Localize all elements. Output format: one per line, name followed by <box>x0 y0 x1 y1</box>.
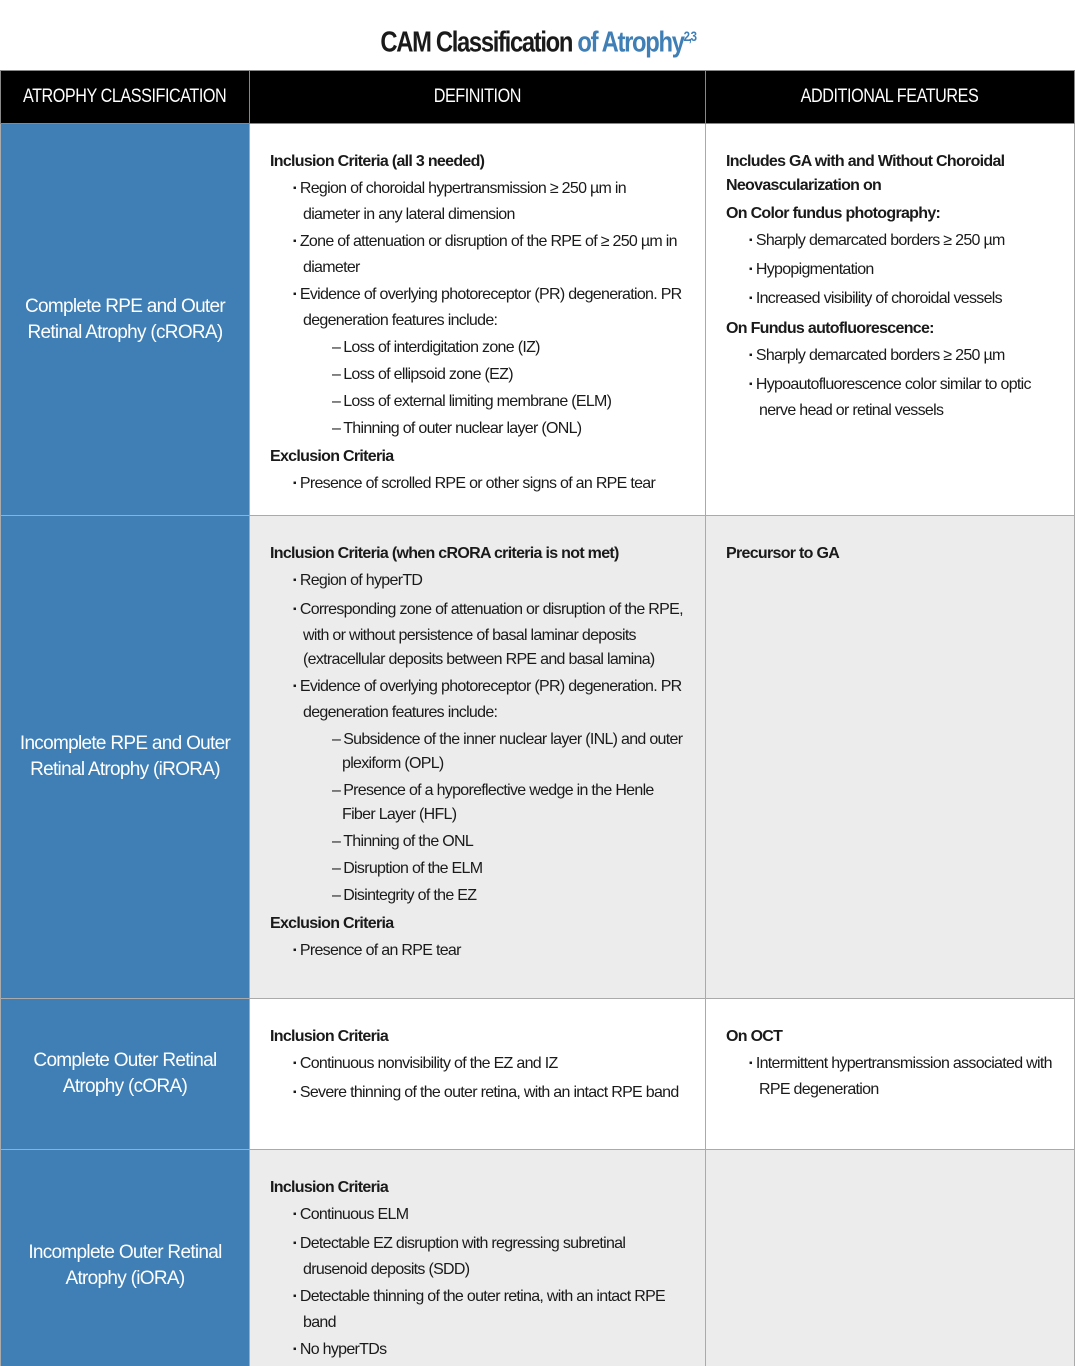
section-heading: On Fundus autofluorescence: <box>726 320 934 337</box>
sub-item: – Thinning of the ONL <box>270 830 685 854</box>
classification-cell: Incomplete RPE and Outer Retinal Atrophy (iRORA) <box>1 516 250 999</box>
classification-cell: Complete Outer Retinal Atrophy (cORA) <box>1 999 250 1150</box>
features-cell <box>706 999 1075 1150</box>
table-header-row <box>1 71 1075 124</box>
header-features: ADDITIONAL FEATURES <box>706 71 1075 124</box>
bullet-item: ▪ Corresponding zone of attenuation or disruption of the RPE, with or without persistence of basal laminar deposits (extracellular deposits between RPE and basal lamina) <box>270 598 685 672</box>
header-definition: DEFINITION <box>250 71 706 124</box>
classification-cell: Incomplete Outer Retinal Atrophy (iORA) <box>1 1150 250 1366</box>
features-cell <box>706 1150 1075 1366</box>
definition-cell <box>250 999 706 1150</box>
section-heading: Inclusion Criteria (when cRORA criteria is not met) <box>270 545 619 562</box>
header-classification: ATROPHY CLASSIFICATION <box>1 71 250 124</box>
section-heading: Inclusion Criteria <box>270 1028 389 1045</box>
sub-item: – Loss of ellipsoid zone (EZ) <box>270 363 685 387</box>
bullet-item: ▪ Region of hyperTD <box>270 569 685 595</box>
sub-item: – Loss of interdigitation zone (IZ) <box>270 336 685 360</box>
features-cell <box>706 124 1075 516</box>
definition-cell <box>250 516 706 999</box>
sub-item: – Disintegrity of the EZ <box>270 884 685 908</box>
title-accent: of Atrophy <box>577 26 684 59</box>
definition-cell <box>250 124 706 516</box>
bullet-item: ▪ Severe thinning of the outer retina, with an intact RPE band <box>270 1081 685 1107</box>
sub-item: – Disruption of the ELM <box>270 857 685 881</box>
section-heading: Exclusion Criteria <box>270 448 394 465</box>
bullet-item: ▪ Continuous nonvisibility of the EZ and IZ <box>270 1052 685 1078</box>
classification-cell: Complete RPE and Outer Retinal Atrophy (cRORA) <box>1 124 250 516</box>
table-row <box>1 124 1075 516</box>
sub-item: – Presence of a hyporeflective wedge in the Henle Fiber Layer (HFL) <box>270 779 685 827</box>
table-row <box>1 1150 1075 1366</box>
section-heading: On Color fundus photography: <box>726 205 941 222</box>
sub-item: – Thinning of outer nuclear layer (ONL) <box>270 417 685 441</box>
section-heading: Inclusion Criteria (all 3 needed) <box>270 153 485 170</box>
title-citation: 2,3 <box>683 28 696 44</box>
bullet-item: ▪ No hyperTDs <box>270 1338 685 1364</box>
features-cell <box>706 516 1075 999</box>
bullet-item: ▪ Presence of an RPE tear <box>270 939 685 965</box>
bullet-item: ▪ Sharply demarcated borders ≥ 250 µm <box>726 344 1054 370</box>
section-heading: Exclusion Criteria <box>270 915 394 932</box>
section-heading: Precursor to GA <box>726 545 840 562</box>
bullet-item: ▪ Sharply demarcated borders ≥ 250 µm <box>726 229 1054 255</box>
page-title <box>97 0 979 70</box>
bullet-item: ▪ Detectable thinning of the outer retina, with an intact RPE band <box>270 1285 685 1335</box>
bullet-item: ▪ Increased visibility of choroidal vessels <box>726 287 1054 313</box>
bullet-item: ▪ Presence of scrolled RPE or other signs of an RPE tear <box>270 472 685 498</box>
bullet-item: ▪ Evidence of overlying photoreceptor (PR) degeneration. PR degeneration features include: <box>270 283 685 333</box>
bullet-item: ▪ Evidence of overlying photoreceptor (PR) degeneration. PR degeneration features include: <box>270 675 685 725</box>
bullet-item: ▪ Continuous ELM <box>270 1203 685 1229</box>
classification-table <box>0 70 1075 1366</box>
section-heading: On OCT <box>726 1028 783 1045</box>
section-heading: Inclusion Criteria <box>270 1179 389 1196</box>
bullet-item: ▪ Zone of attenuation or disruption of the RPE of ≥ 250 µm in diameter <box>270 230 685 280</box>
bullet-item: ▪ Intermittent hypertransmission associated with RPE degeneration <box>726 1052 1054 1102</box>
definition-cell <box>250 1150 706 1366</box>
bullet-item: ▪ Hypopigmentation <box>726 258 1054 284</box>
sub-item: – Subsidence of the inner nuclear layer (INL) and outer plexiform (OPL) <box>270 728 685 776</box>
bullet-item: ▪ Region of choroidal hypertransmission ≥ 250 µm in diameter in any lateral dimension <box>270 177 685 227</box>
bullet-item: ▪ Detectable EZ disruption with regressing subretinal drusenoid deposits (SDD) <box>270 1232 685 1282</box>
sub-item: – Loss of external limiting membrane (ELM) <box>270 390 685 414</box>
table-row <box>1 999 1075 1150</box>
section-heading: Includes GA with and Without Choroidal Neovascularization on <box>726 153 1005 194</box>
table-row <box>1 516 1075 999</box>
title-main: CAM Classification <box>380 26 573 59</box>
bullet-item: ▪ Hypoautofluorescence color similar to optic nerve head or retinal vessels <box>726 373 1054 423</box>
